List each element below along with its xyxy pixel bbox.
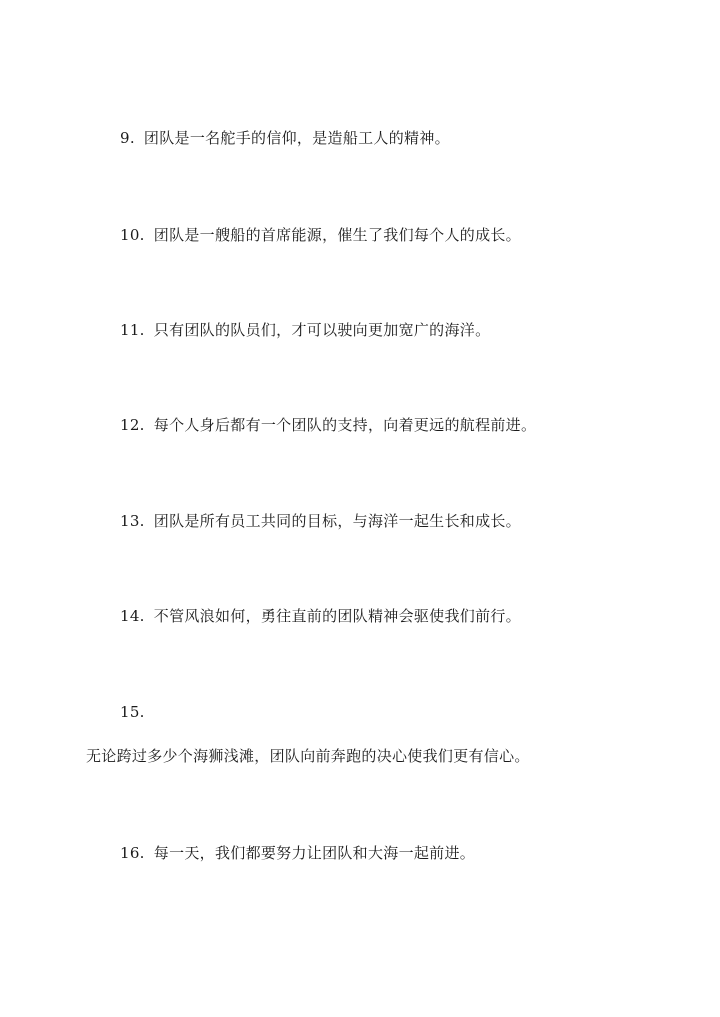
item-text: 不管风浪如何，勇往直前的团队精神会驱使我们前行。 — [153, 607, 521, 625]
item-text: 团队是一名舵手的信仰，是造船工人的精神。 — [143, 129, 450, 147]
item-number: 10. — [120, 226, 145, 244]
item-text: 无论跨过多少个海狮浅滩，团队向前奔跑的决心使我们更有信心。 — [86, 747, 530, 765]
item-text: 团队是一艘船的首席能源，催生了我们每个人的成长。 — [153, 226, 521, 244]
item-text: 每一天，我们都要努力让团队和大海一起前进。 — [153, 844, 476, 862]
list-item — [120, 843, 475, 863]
item-number: 9. — [120, 129, 135, 147]
item-number: 14. — [120, 607, 145, 625]
list-item — [120, 320, 490, 340]
item-number: 11. — [120, 321, 145, 339]
item-number: 16. — [120, 844, 145, 862]
list-item — [120, 511, 521, 531]
item-text: 每个人身后都有一个团队的支持，向着更远的航程前进。 — [153, 416, 537, 434]
list-item — [120, 415, 536, 435]
list-item-wrapped-text — [86, 746, 530, 766]
list-item — [120, 128, 450, 148]
list-item — [120, 225, 521, 245]
list-item — [120, 606, 521, 626]
item-number: 12. — [120, 416, 145, 434]
list-item — [120, 702, 154, 722]
item-text: 只有团队的队员们，才可以驶向更加宽广的海洋。 — [153, 321, 491, 339]
item-text: 团队是所有员工共同的目标，与海洋一起生长和成长。 — [153, 512, 521, 530]
item-number: 13. — [120, 512, 145, 530]
item-number: 15. — [120, 703, 145, 721]
